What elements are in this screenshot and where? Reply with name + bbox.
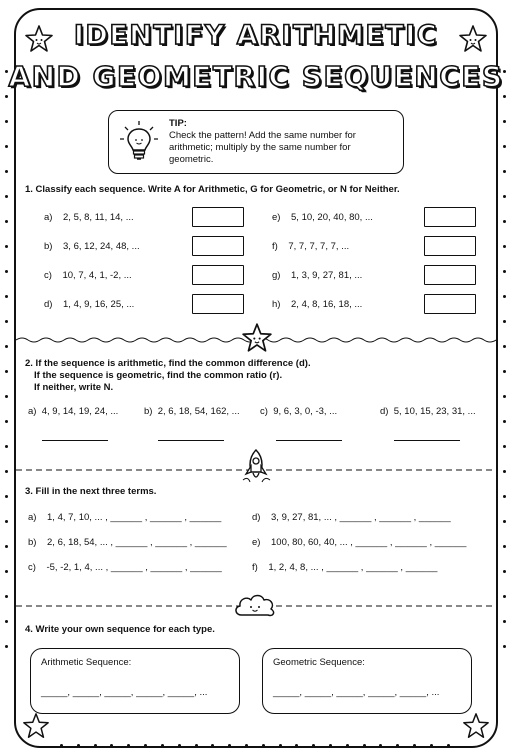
- answer-box[interactable]: [424, 236, 476, 256]
- star-icon: [22, 712, 50, 740]
- question-4-heading: 4. Write your own sequence for each type.: [25, 624, 215, 635]
- answer-box[interactable]: [424, 207, 476, 227]
- arithmetic-sequence-label: Arithmetic Sequence:: [41, 657, 132, 668]
- q1-item-e: e) 5, 10, 20, 40, 80, ...: [272, 212, 373, 223]
- q3-item-a: a) 1, 4, 7, 10, ... , ______ , ______ , ______: [28, 512, 222, 523]
- answer-box[interactable]: [192, 265, 244, 285]
- dot-border-right: [502, 70, 508, 670]
- geometric-sequence-label: Geometric Sequence:: [273, 657, 365, 668]
- answer-box[interactable]: [424, 294, 476, 314]
- tip-text: Check the pattern! Add the same number for arithmetic; multiply by the same number for geometric.: [169, 130, 356, 165]
- q1-item-b: b) 3, 6, 12, 24, 48, ...: [44, 241, 140, 252]
- star-icon: [462, 712, 490, 740]
- arithmetic-sequence-blanks[interactable]: _____, _____, _____, _____, _____, ...: [41, 687, 208, 698]
- dot-border-left: [4, 70, 10, 670]
- q3-item-c: c) -5, -2, 1, 4, ... , ______ , ______ , ______: [28, 562, 222, 573]
- q2-item-a: a) 4, 9, 14, 19, 24, ...: [28, 406, 119, 417]
- dot-border-bottom: [60, 744, 450, 750]
- q1-item-f: f) 7, 7, 7, 7, 7, ...: [272, 241, 350, 252]
- q2-item-c: c) 9, 6, 3, 0, -3, ...: [260, 406, 338, 417]
- q2-item-d: d) 5, 10, 15, 23, 31, ...: [380, 406, 476, 417]
- star-icon: [240, 322, 274, 354]
- geometric-sequence-blanks[interactable]: _____, _____, _____, _____, _____, ...: [273, 687, 440, 698]
- answer-box[interactable]: [192, 236, 244, 256]
- q3-item-e: e) 100, 80, 60, 40, ... , ______ , ______ , ______: [252, 537, 467, 548]
- tip-box: [108, 110, 404, 174]
- cloud-icon: [232, 590, 278, 620]
- q1-item-g: g) 1, 3, 9, 27, 81, ...: [272, 270, 363, 281]
- answer-line[interactable]: [42, 440, 108, 441]
- q3-item-f: f) 1, 2, 4, 8, ... , ______ , ______ , ______: [252, 562, 438, 573]
- page-title-line-1: IDENTIFY ARITHMETIC: [73, 20, 439, 51]
- geometric-sequence-box[interactable]: [262, 648, 472, 714]
- tip-heading: TIP:: [169, 118, 187, 129]
- question-3-heading: 3. Fill in the next three terms.: [25, 486, 157, 497]
- q1-item-d: d) 1, 4, 9, 16, 25, ...: [44, 299, 135, 310]
- q1-item-a: a) 2, 5, 8, 11, 14, ...: [44, 212, 134, 223]
- answer-box[interactable]: [192, 207, 244, 227]
- q3-item-d: d) 3, 9, 27, 81, ... , ______ , ______ , ______: [252, 512, 451, 523]
- answer-line[interactable]: [158, 440, 224, 441]
- answer-box[interactable]: [424, 265, 476, 285]
- answer-line[interactable]: [276, 440, 342, 441]
- q3-item-b: b) 2, 6, 18, 54, ... , ______ , ______ , ______: [28, 537, 227, 548]
- q2-item-b: b) 2, 6, 18, 54, 162, ...: [144, 406, 240, 417]
- question-1-heading: 1. Classify each sequence. Write A for Arithmetic, G for Geometric, or N for Neither.: [25, 184, 400, 195]
- answer-box[interactable]: [192, 294, 244, 314]
- page-title-line-2: AND GEOMETRIC SEQUENCES: [8, 60, 504, 93]
- answer-line[interactable]: [394, 440, 460, 441]
- rocket-icon: [240, 448, 272, 486]
- q1-item-h: h) 2, 4, 8, 16, 18, ...: [272, 299, 363, 310]
- question-2-heading: 2. If the sequence is arithmetic, find the common difference (d). If the sequence is geometric, find the common ratio (r). If neither, write N.: [25, 358, 311, 393]
- q1-item-c: c) 10, 7, 4, 1, -2, ...: [44, 270, 132, 281]
- lightbulb-icon: [119, 119, 159, 167]
- arithmetic-sequence-box[interactable]: [30, 648, 240, 714]
